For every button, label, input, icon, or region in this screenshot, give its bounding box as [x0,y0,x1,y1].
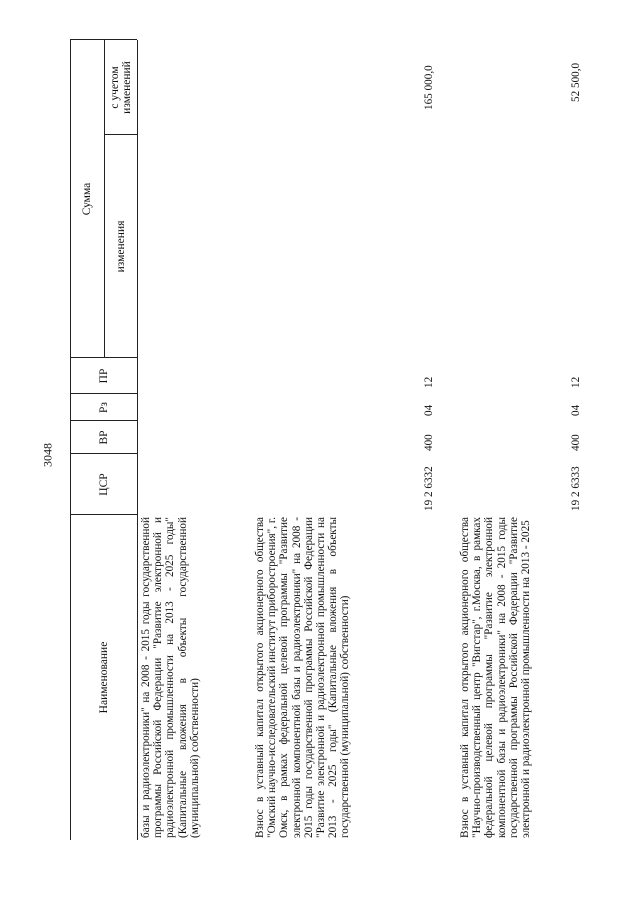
header-vr: ВР [97,430,110,445]
header-name: Наименование [97,641,110,714]
header-with-changes: с учетом изменений [108,61,133,114]
header-rz: Рз [97,402,110,413]
page-number: 3048 [40,443,55,467]
row-2-with-changes: 165 000,0 [423,65,435,110]
row-2-csr: 19 2 6332 [423,466,435,511]
row-3-with-changes: 52 500,0 [570,62,582,102]
row-3-csr: 19 2 6333 [570,466,582,511]
row-2-vr: 400 [423,434,435,451]
header-csr: ЦСР [97,473,110,496]
budget-table [70,40,585,840]
row-3-rz: 04 [570,404,582,416]
row-1-description: базы и радиоэлектроники" на 2008 - 2015 годы государственной программы Российской Федерации "Развитие электронной и радиоэлектронной промышленности на 2013 - 2025 годы" (Капитальные вложения в объекты государственной (муниципальной) собственности) [140,517,201,838]
header-changes: изменения [114,220,127,273]
row-2-rz: 04 [423,404,435,416]
header-bottom-border [137,40,138,840]
header-sum: Сумма [81,182,93,216]
header-pr: ПР [97,368,110,384]
row-3-vr: 400 [570,434,582,451]
row-2-pr: 12 [423,376,435,388]
row-3-pr: 12 [570,376,582,388]
row-2-description: Взнос в уставный капитал открытого акционерного общества "Омский научно-исследовательский институт приборостроения", г. Омск, в рамках федеральной целевой программы "Развитие электронной компонентной базы и радиоэлектроники" на 2008 - 2015 годы государственной программы Российской Федерации "Развитие электронной и радиоэлектронной промышленности на 2013 - 2025 годы" (Капитальные вложения в объекты государственной (муниципальной) собственности) [254,517,352,838]
row-3-description: Взнос в уставный капитал открытого акционерного общества "Научно-производственный центр "Вигстар", г.Москва, в рамках федеральной целевой программы "Развитие электронной компонентной базы и радиоэлектроники" на 2008 - 2015 годы государственной программы Российской Федерации "Развитие электронной и радиоэлектронной промышленности на 2013 - 2025 [459,517,533,838]
